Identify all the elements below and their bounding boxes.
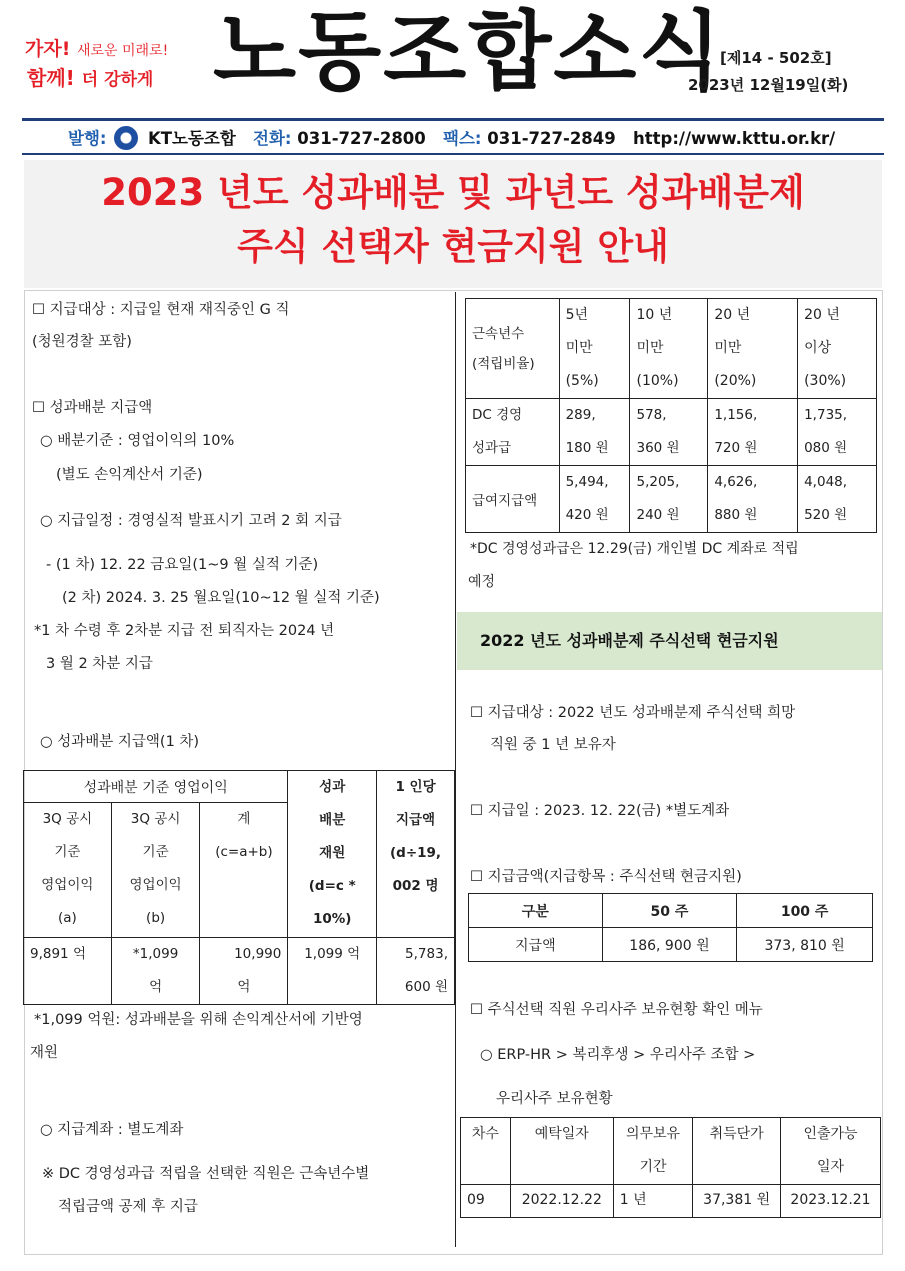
dc-bonus-10: 578, 360 원 [630,399,708,466]
header-rule-bottom [22,153,884,155]
salary-pay-5: 5,494, 420 원 [559,466,630,533]
header-c: 계 (c=a+b) [200,803,288,938]
slogan-go: 가자! [25,38,71,60]
target-line1: ☐ 지급대상 : 지급일 현재 재직중인 G 직 [32,302,290,318]
dc-bonus-20: 1,156, 720 원 [708,399,798,466]
header-rule-top [22,118,884,121]
holding-withdraw-date: 2023.12.21 [781,1185,881,1218]
holding-round: 09 [461,1185,511,1218]
cell-e: 5,783, 600 원 [377,938,455,1005]
profit-share-table [23,770,455,1005]
tenure-header-20: 20 년 미만 (20%) [708,299,798,399]
issue-number: [제14 - 502호] [720,49,832,67]
payment-account: ○ 지급계좌 : 별도계좌 [40,1122,184,1138]
section-title: 2022 년도 성과배분제 주식선택 현금지원 [480,631,779,650]
amount-100: 373, 810 원 [737,928,873,962]
slogan-stronger: 더 강하게 [81,70,154,90]
tenure-table [465,298,877,533]
dc-deposit-note-line1: *DC 경영성과급은 12.29(금) 개인별 DC 계좌로 적립 [470,541,799,557]
header-fund: 성과 배분 재원 (d=c * 10%) [288,771,377,938]
salary-pay-label: 급여지급액 [466,466,560,533]
menu-heading: ☐ 주식선택 직원 우리사주 보유현황 확인 메뉴 [470,1002,763,1018]
holding-header-deposit-date: 예탁일자 [510,1118,613,1185]
slogan [25,36,200,94]
issue-date: 2023년 12월19일(화) [688,76,849,94]
first-amount-heading: ○ 성과배분 지급액(1 차) [40,734,200,750]
first-payment: - (1 차) 12. 22 금요일(1~9 월 실적 기준) [46,557,319,573]
slogan-future: 새로운 미래로! [77,43,169,59]
amount-heading: ☐ 성과배분 지급액 [32,400,153,416]
dc-deposit-note-line2: 예정 [468,574,496,590]
holding-header-price: 취득단가 [693,1118,781,1185]
holding-header-lockup: 의무보유 기간 [613,1118,693,1185]
holding-price: 37,381 원 [693,1185,781,1218]
holding-deposit-date: 2022.12.22 [510,1185,613,1218]
dc-bonus-5: 289, 180 원 [559,399,630,466]
cell-d: 1,099 억 [288,938,377,1005]
dc-bonus-label: DC 경영 성과급 [466,399,560,466]
fax-number: 031-727-2849 [487,129,616,148]
header-a: 3Q 공시 기준 영업이익 (a) [24,803,112,938]
headline-line2: 주식 선택자 현금지원 안내 [237,225,669,268]
target-line2: (청원경찰 포함) [32,334,132,350]
header-per-person: 1 인당 지급액 (d÷19, 002 명 [377,771,455,938]
dc-bonus-20plus: 1,735, 080 원 [798,399,877,466]
retire-note-line2: 3 월 2 차분 지급 [46,656,153,672]
cell-c: 10,990 억 [200,938,288,1005]
holding-table [460,1117,881,1218]
masthead-title: 노동조합소식 [213,2,724,102]
amount-row-label: 지급액 [469,928,603,962]
holding-lockup: 1 년 [613,1185,693,1218]
publisher-label: 발행: [68,129,107,148]
kttu-logo-icon [114,126,138,150]
dc-note-line2: 적립금액 공제 후 지급 [58,1199,198,1215]
basis-note: (별도 손익계산서 기준) [56,467,203,483]
basis-text: ○ 배분기준 : 영업이익의 10% [40,433,235,449]
cell-a: 9,891 억 [24,938,112,1005]
dc-note-line1: ※ DC 경영성과급 적립을 선택한 직원은 근속년수별 [42,1166,370,1182]
cell-b: *1,099 억 [111,938,200,1005]
group-header: 성과배분 기준 영업이익 [24,771,288,803]
retire-note-line1: *1 차 수령 후 2차분 지급 전 퇴직자는 2024 년 [34,623,335,639]
stock-amount-heading: ☐ 지급금액(지급항목 : 주식선택 현금지원) [470,869,742,885]
publisher-bar [68,125,835,150]
fax-label: 팩스: [443,129,482,148]
stock-pay-date: ☐ 지급일 : 2023. 12. 22(금) *별도계좌 [470,803,730,819]
amount-50: 186, 900 원 [602,928,737,962]
footnote-line2: 재원 [30,1045,59,1061]
tenure-header-10: 10 년 미만 (10%) [630,299,708,399]
holding-header-withdraw-date: 인출가능 일자 [781,1118,881,1185]
amount-header-type: 구분 [469,894,603,928]
amount-header-50: 50 주 [602,894,737,928]
menu-path: ○ ERP-HR > 복리후생 > 우리사주 조합 > [480,1047,756,1063]
holding-header-round: 차수 [461,1118,511,1185]
salary-pay-20: 4,626, 880 원 [708,466,798,533]
stock-amount-table [468,893,873,962]
tenure-header-5: 5년 미만 (5%) [559,299,630,399]
second-payment: (2 차) 2024. 3. 25 월요일(10~12 월 실적 기준) [62,590,380,606]
header-b: 3Q 공시 기준 영업이익 (b) [111,803,200,938]
schedule-text: ○ 지급일정 : 경영실적 발표시기 고려 2 회 지급 [40,513,342,529]
amount-header-100: 100 주 [737,894,873,928]
menu-path-line2: 우리사주 보유현황 [496,1091,613,1107]
stock-target-line2: 직원 중 1 년 보유자 [490,737,616,753]
publisher-name: KT노동조합 [147,129,236,148]
footnote-line1: *1,099 억원: 성과배분을 위해 손익계산서에 기반영 [34,1012,363,1028]
column-divider [455,292,456,1247]
stock-target-line1: ☐ 지급대상 : 2022 년도 성과배분제 주식선택 희망 [470,705,796,721]
salary-pay-20plus: 4,048, 520 원 [798,466,877,533]
tenure-header-20plus: 20 년 이상 (30%) [798,299,877,399]
headline-line1: 2023 년도 성과배분 및 과년도 성과배분제 [101,171,805,214]
salary-pay-10: 5,205, 240 원 [630,466,708,533]
slogan-together: 함께! [27,66,75,90]
phone-number: 031-727-2800 [297,129,426,148]
phone-label: 전화: [253,129,292,148]
website-link[interactable]: http://www.kttu.or.kr/ [633,129,836,148]
tenure-header-label: 근속년수 (적립비율) [466,299,560,399]
